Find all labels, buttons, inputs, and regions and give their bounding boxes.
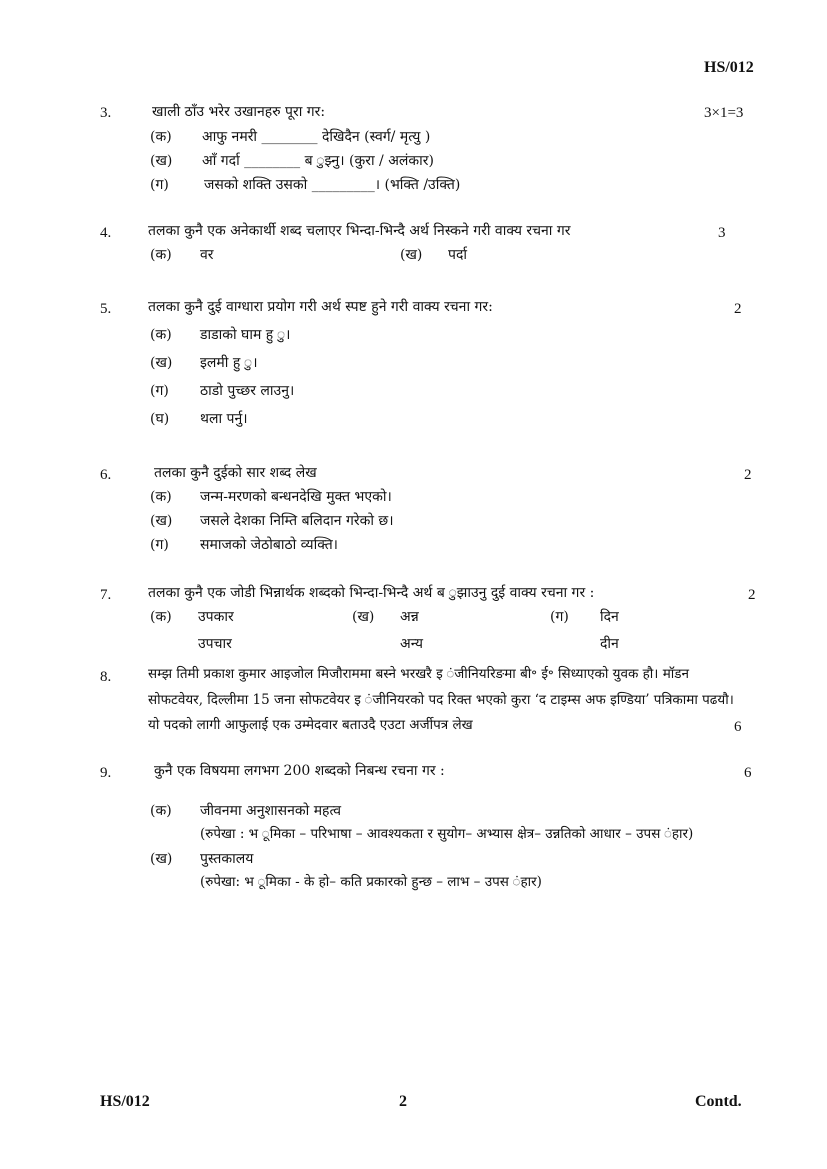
- item-label: (ख): [150, 153, 173, 169]
- page-number: 2: [399, 1093, 407, 1110]
- question-marks: 6: [734, 719, 742, 735]
- question-number: 7.: [100, 587, 112, 603]
- item-outline: (रुपेखा: भ ूमिका - के हो– कति प्रकारको हुन्छ – लाभ – उपस ंहार): [200, 874, 542, 890]
- question-number: 6.: [100, 467, 112, 483]
- question-marks: 3×1=3: [704, 105, 744, 121]
- item-label: (ख): [400, 247, 423, 263]
- question-marks: 2: [744, 467, 752, 483]
- item-text: थला पर्नु।: [200, 411, 248, 427]
- item-label: (ग): [150, 537, 169, 553]
- header-code: HS/012: [704, 59, 754, 76]
- item-text: इलमी हु ु।: [200, 355, 258, 371]
- item-text: जसको शक्ति उसको _________। (भक्ति /उक्ति): [204, 177, 461, 193]
- item-text: वर: [200, 247, 214, 263]
- word-first: दिन: [600, 609, 619, 625]
- item-label: (ग): [150, 383, 169, 399]
- question-marks: 3: [718, 225, 726, 241]
- item-text: जीवनमा अनुशासनको महत्व: [200, 803, 341, 819]
- question-text: तलका कुनै एक अनेकार्थी शब्द चलाएर भिन्दा-भिन्दै अर्थ निस्कने गरी वाक्य रचना गर: [148, 223, 571, 239]
- item-label: (क): [150, 803, 172, 819]
- group-label: (क): [150, 609, 172, 625]
- paragraph-line: यो पदको लागी आफुलाई एक उम्मेदवार बताउदै एउटा अर्जीपत्र लेख: [148, 717, 473, 733]
- item-label: (ख): [150, 355, 173, 371]
- question-text: तलका कुनै दुईको सार शब्द लेख: [154, 465, 317, 481]
- question-number: 4.: [100, 225, 112, 241]
- word-second: अन्य: [400, 636, 423, 652]
- item-label: (क): [150, 129, 172, 145]
- item-text: जसले देशका निम्ति बलिदान गरेको छ।: [200, 513, 394, 529]
- contd-label: Contd.: [695, 1093, 742, 1110]
- question-number: 8.: [100, 669, 112, 685]
- question-number: 3.: [100, 105, 112, 121]
- question-number: 9.: [100, 765, 112, 781]
- question-marks: 2: [748, 587, 756, 603]
- word-first: अन्न: [400, 609, 419, 625]
- question-number: 5.: [100, 301, 112, 317]
- question-marks: 2: [734, 301, 742, 317]
- group-label: (ख): [352, 609, 375, 625]
- item-text: पुस्तकालय: [200, 851, 254, 867]
- word-second: दीन: [600, 636, 619, 652]
- item-label: (क): [150, 489, 172, 505]
- item-text: ठाडो पुच्छर लाउनु।: [200, 383, 295, 399]
- question-marks: 6: [744, 765, 752, 781]
- item-text: आँ गर्दा ________ ब ुझ्नु। (कुरा / अलंकार): [202, 153, 434, 169]
- item-label: (क): [150, 327, 172, 343]
- question-text: कुनै एक विषयमा लगभग 200 शब्दको निबन्ध रचना गर :: [154, 763, 445, 779]
- paragraph-line: सम्झ तिमी प्रकाश कुमार आइजोल मिजौराममा बस्ने भरखरै इ ंजीनियरिङमा बी॰ ई॰ सिध्याएको युवक हौ। मॉडन: [148, 666, 689, 682]
- word-first: उपकार: [198, 609, 234, 625]
- item-outline: (रुपेखा : भ ूमिका – परिभाषा – आवश्यकता र सुयोग– अभ्यास क्षेत्र– उन्नतिको आधार – उपस ंहार): [200, 826, 694, 842]
- item-label: (क): [150, 247, 172, 263]
- item-text: जन्म-मरणको बन्धनदेखि मुक्त भएको।: [200, 489, 392, 505]
- item-text: डाडाको घाम हु ु।: [200, 327, 291, 343]
- footer-code: HS/012: [100, 1093, 150, 1110]
- item-label: (ग): [150, 177, 169, 193]
- item-text: पर्दा: [448, 247, 468, 263]
- question-text: खाली ठाँउ भरेर उखानहरु पूरा गर:: [152, 104, 326, 120]
- item-text: समाजको जेठोबाठो व्यक्ति।: [200, 537, 338, 553]
- item-text: आफु नमरी ________ देखिदैन (स्वर्ग/ मृत्यु ): [202, 129, 431, 145]
- question-text: तलका कुनै एक जोडी भिन्नार्थक शब्दको भिन्दा-भिन्दै अर्थ ब ुझाउनु दुई वाक्य रचना गर :: [148, 585, 595, 601]
- item-label: (ख): [150, 851, 173, 867]
- question-text: तलका कुनै दुई वाग्धारा प्रयोग गरी अर्थ स्पष्ट हुने गरी वाक्य रचना गर:: [148, 299, 493, 315]
- word-second: उपचार: [198, 636, 232, 652]
- item-label: (ख): [150, 513, 173, 529]
- item-label: (घ): [150, 411, 170, 427]
- group-label: (ग): [550, 609, 569, 625]
- paragraph-line: सोफटवेयर, दिल्लीमा 15 जना सोफटवेयर इ ंजीनियरको पद रिक्त भएको कुरा ‘द टाइम्स अफ इण्डिया’ पत्रिकामा पढयौ।: [148, 692, 734, 708]
